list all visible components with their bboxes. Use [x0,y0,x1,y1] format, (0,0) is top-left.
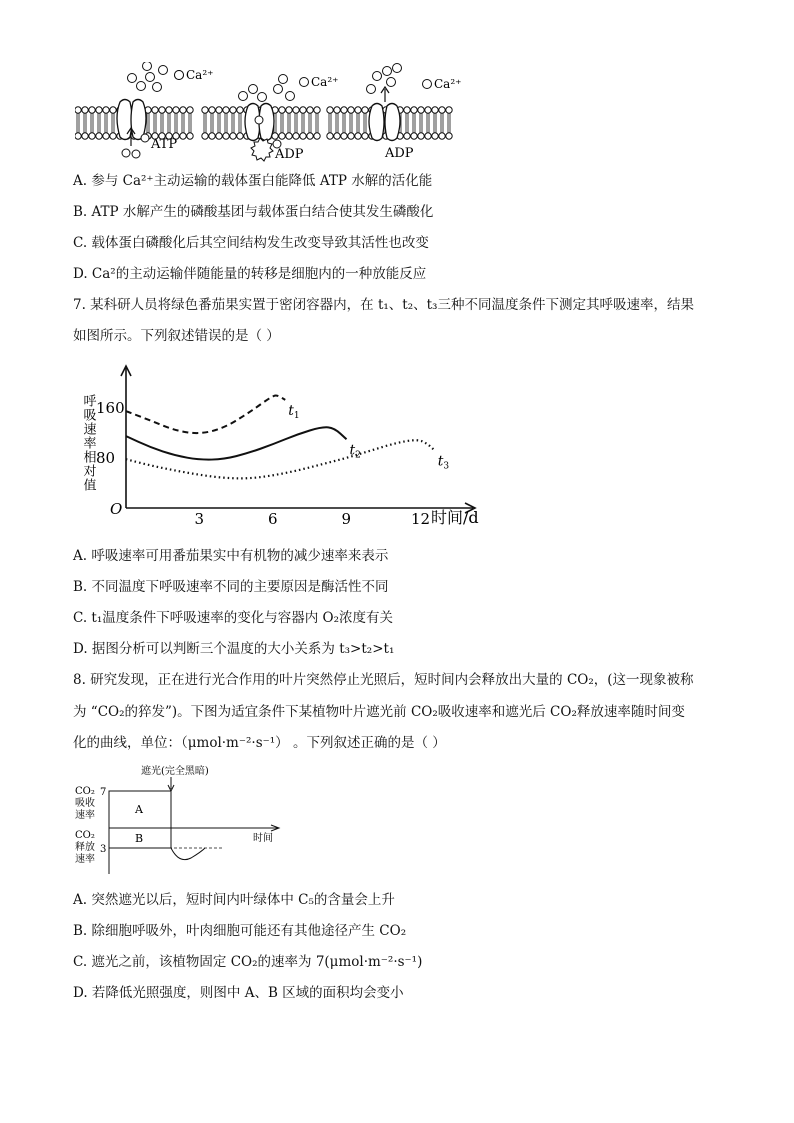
lipid-head-top [341,107,347,123]
lipid-head-top [230,107,236,123]
lipid-head-top [180,107,186,123]
lipid-head-top [237,107,243,123]
lipid-head-top [152,107,158,123]
series-t2-line [126,427,347,459]
lipid-head-top [216,107,222,123]
lipid-head-bottom [411,123,417,139]
lipid-head-top [411,107,417,123]
q7-option-b: B. 不同温度下呼吸速率不同的主要原因是酶活性不同 [73,579,389,595]
svg-text:Ca²⁺: Ca²⁺ [434,77,462,91]
q8-stem-line2: 为 “CO₂的猝发”)。下图为适宜条件下某植物叶片遮光前 CO₂吸收速率和遮光后 CO₂释放速率随时间变 [73,704,685,720]
ca-label-2 [300,75,339,89]
y-axis-label: 呼吸速率相对值 [80,394,96,492]
lipid-head-top [432,107,438,123]
svg-text:速率: 速率 [75,854,95,865]
lipid-head-bottom [237,123,243,139]
q7-option-d: D. 据图分析可以判断三个温度的大小关系为 t₃>t₂>t₁ [73,641,395,657]
lipid-head-bottom [286,123,292,139]
adp-label-1: ADP [275,147,304,162]
lipid-head-bottom [216,123,222,139]
lipid-head-top [293,107,299,123]
lipid-head-top [334,107,340,123]
y-label-absorb [75,786,95,821]
lipid-head-top [96,107,102,123]
x-tick-label: 9 [341,510,352,528]
lipid-head-bottom [75,123,81,139]
lipid-head-top [159,107,165,123]
q8-stem-line3: 化的曲线，单位：（μmol·m⁻²·s⁻¹） 。下列叙述正确的是（ ） [73,735,446,751]
lipid-head-bottom [362,123,368,139]
lipid-head-top [348,107,354,123]
series-t3-label: $t_3$ [437,453,450,472]
q8-option-c: C. 遮光之前，该植物固定 CO₂的速率为 7(μmol·m⁻²·s⁻¹) [73,954,423,970]
svg-text:CO₂: CO₂ [75,830,95,841]
lipid-head-top [327,107,333,123]
lipid-head-top [418,107,424,123]
lipid-head-top [314,107,320,123]
lipid-head-bottom [439,123,445,139]
q8-option-b: B. 除细胞呼吸外，叶肉细胞可能还有其他途径产生 CO₂ [73,923,407,939]
q6-option-d: D. Ca²的主动运输伴随能量的转移是细胞内的一种放能反应 [73,266,427,282]
lipid-head-bottom [209,123,215,139]
series-t2-label: $t_2$ [349,442,361,461]
lipid-head-bottom [223,123,229,139]
svg-text:Ca²⁺: Ca²⁺ [311,75,339,89]
y-label-release [75,830,95,865]
ca-label-3 [423,77,462,91]
lipid-head-top [187,107,193,123]
q8-option-a: A. 突然遮光以后，短时间内叶绿体中 C₅的含量会上升 [73,892,395,908]
q6-option-a: A. 参与 Ca²⁺主动运输的载体蛋白能降低 ATP 水解的活化能 [73,173,433,189]
lipid-head-top [89,107,95,123]
tick-7: 7 [100,787,107,798]
series-t1-label: $t_1$ [288,402,300,421]
lipid-head-top [75,107,81,123]
lipid-head-top [446,107,452,123]
lipid-head-top [355,107,361,123]
lipid-head-top [223,107,229,123]
lipid-head-top [166,107,172,123]
adp-label-2: ADP [385,146,414,161]
y-tick-label: 160 [96,399,125,417]
lipid-head-bottom [202,123,208,139]
lipid-head-bottom [187,123,193,139]
lipid-head-bottom [279,123,285,139]
lipid-head-bottom [446,123,452,139]
svg-text:释放: 释放 [75,842,95,853]
lipid-head-bottom [103,123,109,139]
lipid-head-top [425,107,431,123]
release-burst-curve [171,848,205,860]
lipid-head-bottom [432,123,438,139]
lipid-head-top [202,107,208,123]
lipid-head-bottom [89,123,95,139]
respiration-rate-chart [73,360,503,535]
lipid-head-top [439,107,445,123]
lipid-head-top [209,107,215,123]
lipid-head-bottom [404,123,410,139]
atp-label: ATP [151,137,178,152]
svg-text:CO₂: CO₂ [75,786,95,797]
shade-label: 遮光(完全黑暗) [141,766,209,777]
lipid-head-top [279,107,285,123]
x-axis-label: 时间/d [431,508,479,527]
lipid-head-top [82,107,88,123]
lipid-head-bottom [314,123,320,139]
x-tick-label: 6 [268,510,278,528]
series-t1-line [126,396,285,434]
lipid-head-bottom [355,123,361,139]
q7-stem-line2: 如图所示。下列叙述错误的是（ ） [73,328,280,344]
lipid-head-bottom [341,123,347,139]
lipid-head-bottom [180,123,186,139]
lipid-head-top [307,107,313,123]
lipid-head-bottom [418,123,424,139]
x-tick-label: 3 [194,510,205,528]
region-b-label: B [135,832,144,845]
q6-option-c: C. 载体蛋白磷酸化后其空间结构发生改变导致其活性也改变 [73,235,429,251]
x-tick-label: 12 [411,510,431,528]
q8-stem-line1: 8. 研究发现，正在进行光合作用的叶片突然停止光照后，短时间内会释放出大量的 CO₂，(这一现象被称 [73,672,694,688]
svg-text:吸收: 吸收 [75,798,95,809]
region-a-label: A [135,803,143,816]
lipid-head-top [103,107,109,123]
lipid-head-bottom [96,123,102,139]
y-tick-label: 80 [96,449,116,467]
lipid-head-top [173,107,179,123]
q6-option-b: B. ATP 水解产生的磷酸基团与载体蛋白结合使其发生磷酸化 [73,204,434,220]
co2-burst-chart [73,764,293,874]
series-t3-line [126,440,435,478]
lipid-head-bottom [300,123,306,139]
lipid-head-top [286,107,292,123]
ca-label-1 [175,68,214,82]
lipid-head-bottom [307,123,313,139]
lipid-head-bottom [293,123,299,139]
svg-text:速率: 速率 [75,810,95,821]
lipid-head-top [300,107,306,123]
q7-option-c: C. t₁温度条件下呼吸速率的变化与容器内 O₂浓度有关 [73,610,394,626]
lipid-head-bottom [334,123,340,139]
lipid-head-bottom [110,123,116,139]
lipid-head-top [110,107,116,123]
membrane-transport-figure [75,62,475,162]
lipid-head-bottom [230,123,236,139]
tick-3: 3 [100,844,107,855]
lipid-head-bottom [82,123,88,139]
lipid-head-bottom [327,123,333,139]
q8-option-d: D. 若降低光照强度，则图中 A、B 区域的面积均会变小 [73,985,404,1001]
lipid-head-bottom [425,123,431,139]
q7-stem-line1: 7. 某科研人员将绿色番茄果实置于密闭容器内，在 t₁、t₂、t₃三种不同温度条件下测定其呼吸速率，结果 [73,297,694,313]
q7-option-a: A. 呼吸速率可用番茄果实中有机物的减少速率来表示 [73,548,389,564]
lipid-head-bottom [348,123,354,139]
origin-label: O [110,500,123,518]
pump-panel-2 [239,75,304,163]
svg-text:Ca²⁺: Ca²⁺ [186,68,214,82]
lipid-head-top [404,107,410,123]
x-axis-label: 时间 [253,833,273,844]
lipid-head-top [362,107,368,123]
